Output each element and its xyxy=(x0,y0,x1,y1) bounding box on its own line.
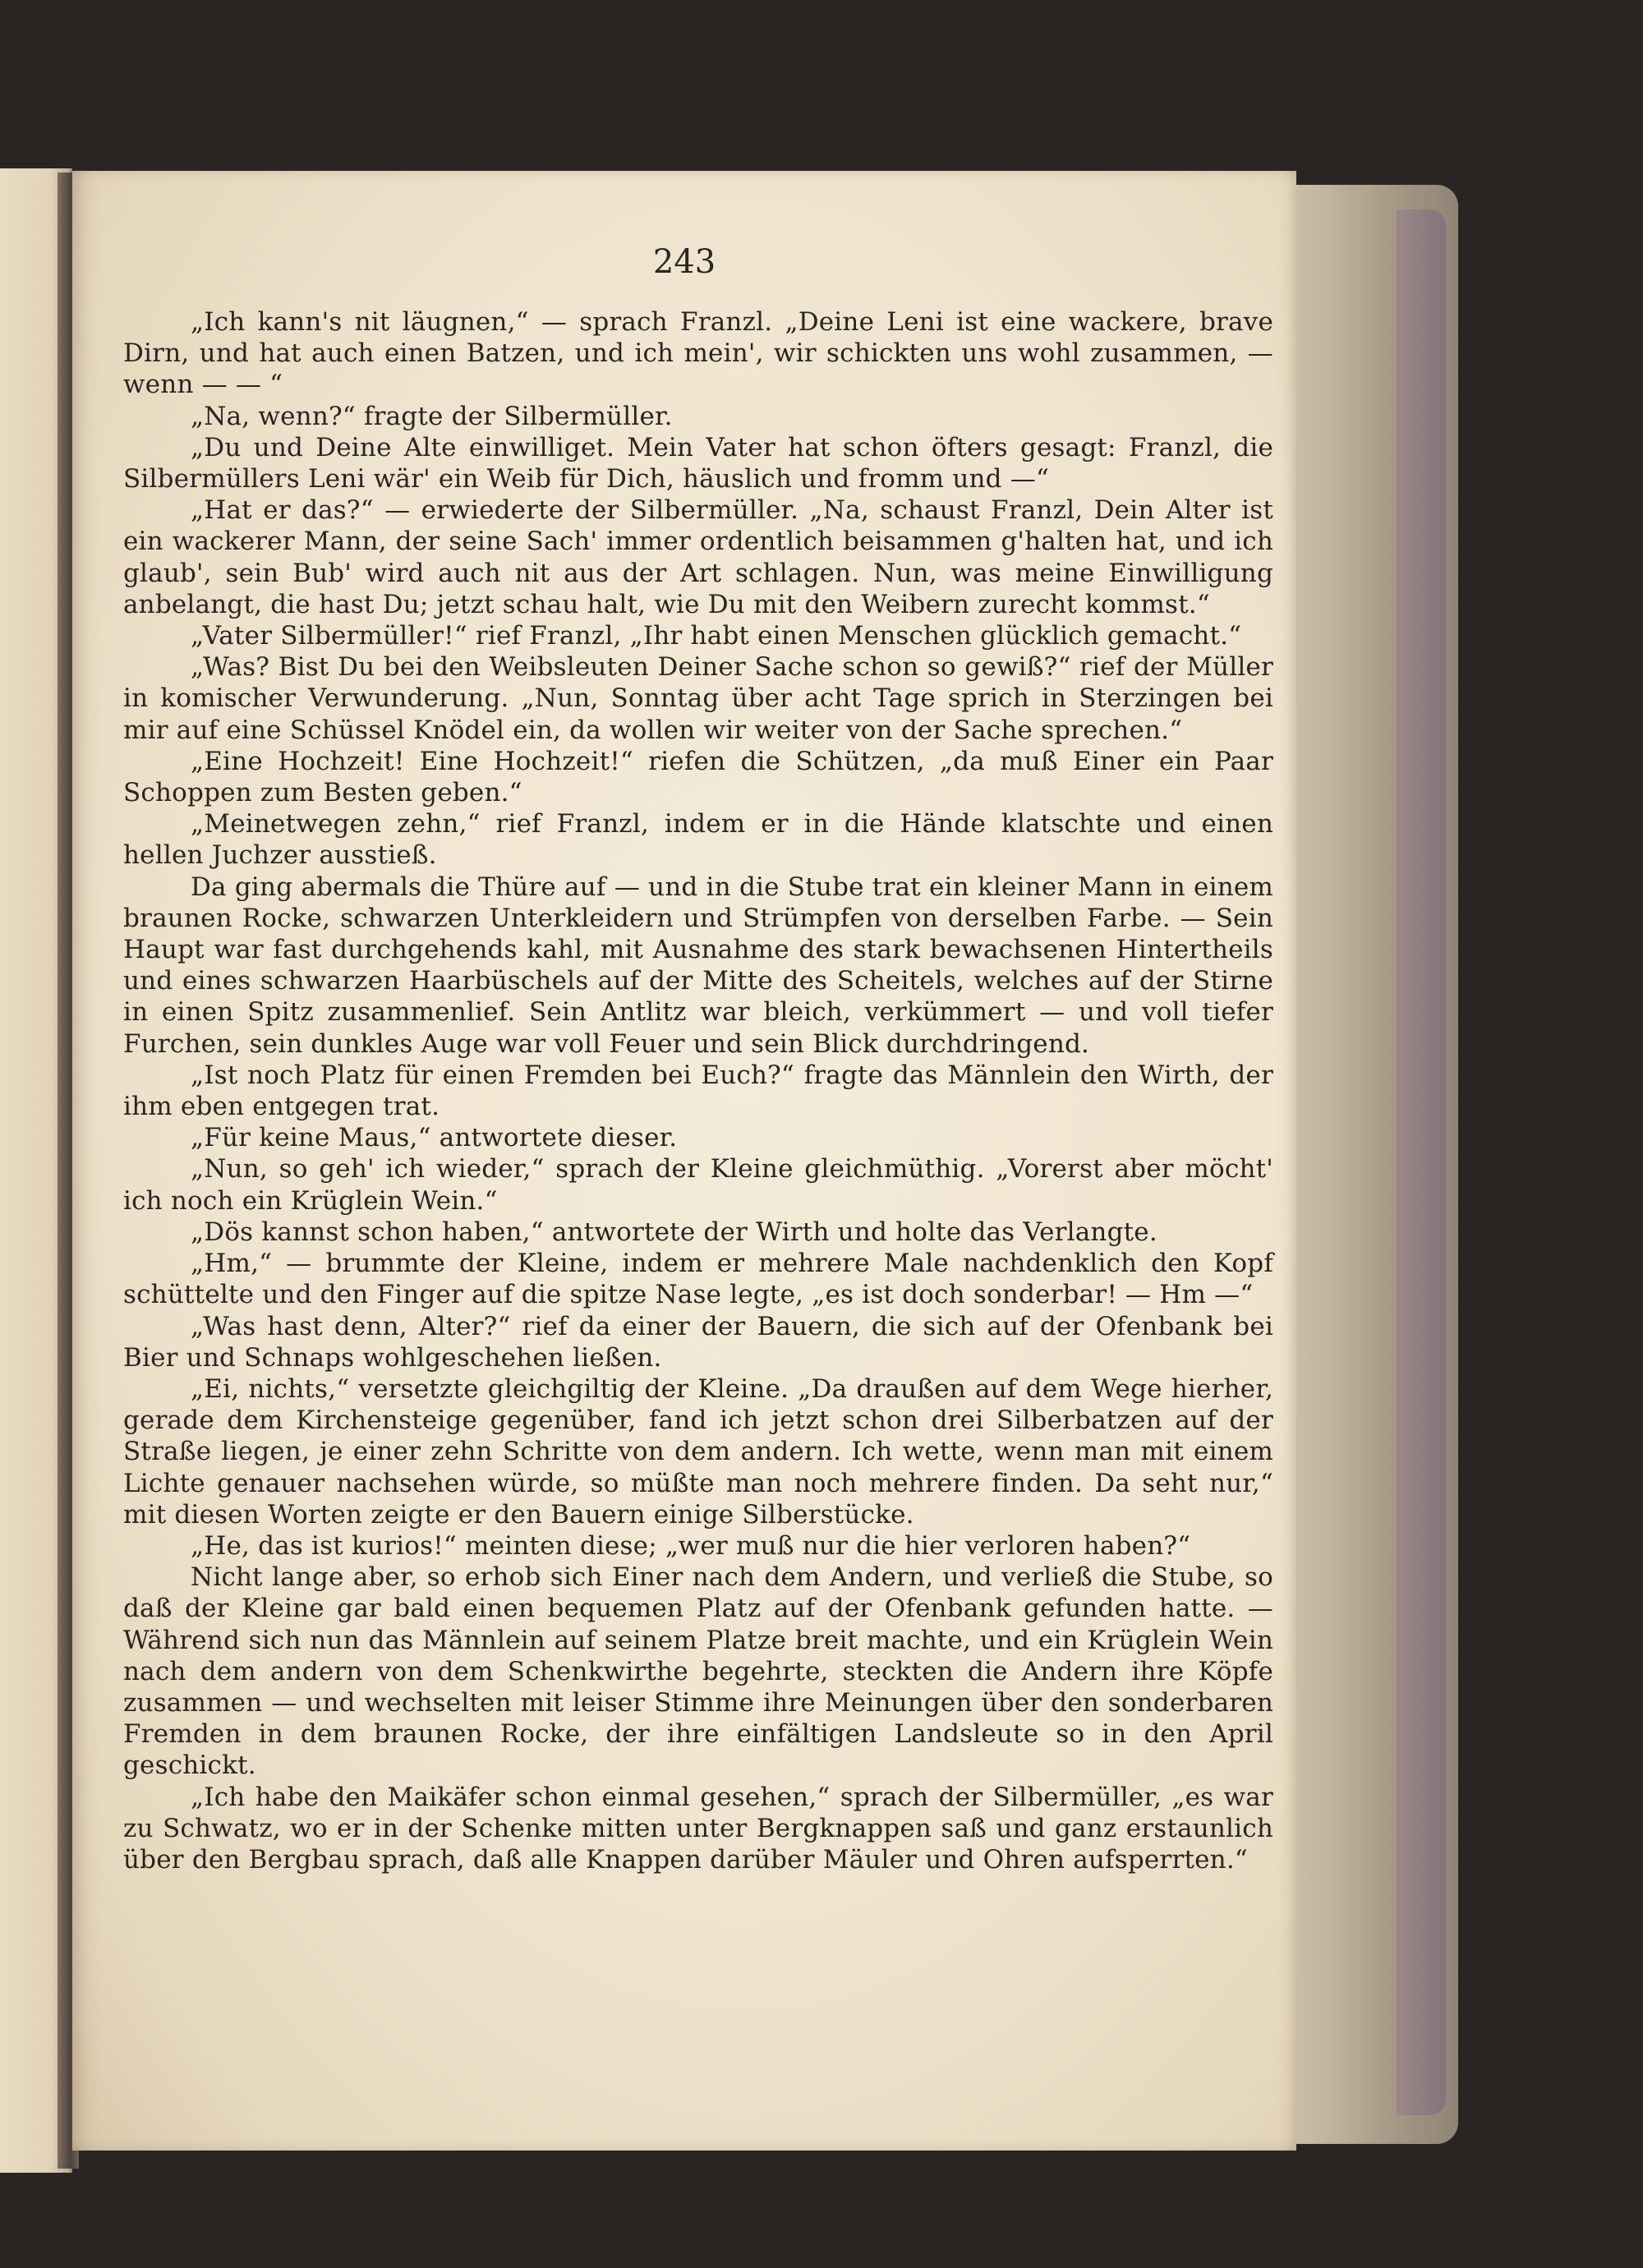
paragraph: „Ich habe den Maikäfer schon einmal gesehen,“ sprach der Silbermüller, „es war zu Schwatz, wo er in der Schenke mitten unter Bergknappen saß und ganz erstaunlich über den Bergbau sprach, daß alle Knappen darüber Mäuler und Ohren aufsperrten.“ xyxy=(123,1782,1273,1875)
paragraph: „Nun, so geh' ich wieder,“ sprach der Kleine gleichmüthig. „Vorerst aber möcht' ich noch ein Krüglein Wein.“ xyxy=(123,1154,1273,1216)
paragraph: „Was hast denn, Alter?“ rief da einer der Bauern, die sich auf der Ofenbank bei Bier und Schnaps wohlgeschehen ließen. xyxy=(123,1311,1273,1373)
paragraph: „Meinetwegen zehn,“ rief Franzl, indem er in die Hände klatschte und einen hellen Juchzer ausstieß. xyxy=(123,809,1273,871)
paragraph: „Dös kannst schon haben,“ antwortete der Wirth und holte das Verlangte. xyxy=(191,1217,1157,1247)
paragraph: „He, das ist kurios!“ meinten diese; „wer muß nur die hier verloren haben?“ xyxy=(191,1530,1191,1561)
paragraph: „Was? Bist Du bei den Weibsleuten Deiner Sache schon so gewiß?“ rief der Müller in komischer Verwunderung. „Nun, Sonntag über acht Tage sprich in Sterzingen bei mir auf eine Schüssel Knödel ein, da wollen wir weiter von der Sache sprechen.“ xyxy=(123,652,1273,745)
book-page xyxy=(72,171,1296,2151)
paragraph: „Ich kann's nit läugnen,“ — sprach Franzl. „Deine Leni ist eine wackere, brave Dirn, und hat auch einen Batzen, und ich mein', wir schickten uns wohl zusammen, — wenn — — “ xyxy=(123,307,1273,400)
paragraph: „Für keine Maus,“ antwortete dieser. xyxy=(191,1123,678,1153)
book-fore-edge xyxy=(1282,185,1458,2144)
paragraph: „Ei, nichts,“ versetzte gleichgiltig der Kleine. „Da draußen auf dem Wege hierher, gerade dem Kirchensteige gegenüber, fand ich jetzt schon drei Silberbatzen auf der Straße liegen, je einer zehn Schritte von dem andern. Ich wette, wenn man mit einem Lichte genauer nachsehen würde, so müßte man noch mehrere finden. Da seht nur,“ mit diesen Worten zeigte er den Bauern einige Silberstücke. xyxy=(123,1373,1273,1530)
paragraph: „Du und Deine Alte einwilliget. Mein Vater hat schon öfters gesagt: Franzl, die Silbermüllers Leni wär' ein Weib für Dich, häuslich und fromm und —“ xyxy=(123,432,1273,495)
paragraph: „Hat er das?“ — erwiederte der Silbermüller. „Na, schaust Franzl, Dein Alter ist ein wackerer Mann, der seine Sach' immer ordentlich beisammen g'halten hat, und ich glaub', sein Bub' wird auch nit aus der Art schlagen. Nun, was meine Einwilligung anbelangt, die hast Du; jetzt schau halt, wie Du mit den Weibern zurecht kommst.“ xyxy=(123,495,1273,619)
paragraph: „Na, wenn?“ fragte der Silbermüller. xyxy=(191,401,673,431)
paragraph: „Ist noch Platz für einen Fremden bei Euch?“ fragte das Männlein den Wirth, der ihm eben entgegen trat. xyxy=(123,1060,1273,1122)
paragraph: Da ging abermals die Thüre auf — und in die Stube trat ein kleiner Mann in einem braunen Rocke, schwarzen Unterkleidern und Strümpfen von derselben Farbe. — Sein Haupt war fast durchgehends kahl, mit Ausnahme des stark bewachsenen Hintertheils und eines schwarzen Haarbüschels auf der Mitte des Scheitels, welches auf der Stirne in einen Spitz zusammenlief. Sein Antlitz war bleich, verkümmert — und voll tiefer Furchen, sein dunkles Auge war voll Feuer und sein Blick durchdringend. xyxy=(123,872,1273,1059)
paragraph: „Vater Silbermüller!“ rief Franzl, „Ihr habt einen Menschen glücklich gemacht.“ xyxy=(191,621,1242,651)
paragraph: „Hm,“ — brummte der Kleine, indem er mehrere Male nachdenklich den Kopf schüttelte und den Finger auf die spitze Nase legte, „es ist doch sonderbar! — Hm —“ xyxy=(123,1249,1273,1310)
page-number: 243 xyxy=(652,243,716,281)
paragraph: Nicht lange aber, so erhob sich Einer nach dem Andern, und verließ die Stube, so daß der Kleine gar bald einen bequemen Platz auf der Ofenbank gefunden hatte. — Während sich nun das Männlein auf seinem Platze breit machte, und ein Krüglein Wein nach dem andern von dem Schenkwirthe begehrte, steckten die Andern ihre Köpfe zusammen — und wechselten mit leiser Stimme ihre Meinungen über den sonderbaren Fremden in dem braunen Rocke, der ihre einfältigen Landsleute so in den April geschickt. xyxy=(123,1562,1273,1781)
paragraph: „Eine Hochzeit! Eine Hochzeit!“ riefen die Schützen, „da muß Einer ein Paar Schoppen zum Besten geben.“ xyxy=(123,746,1273,808)
page-text xyxy=(123,306,1273,1875)
